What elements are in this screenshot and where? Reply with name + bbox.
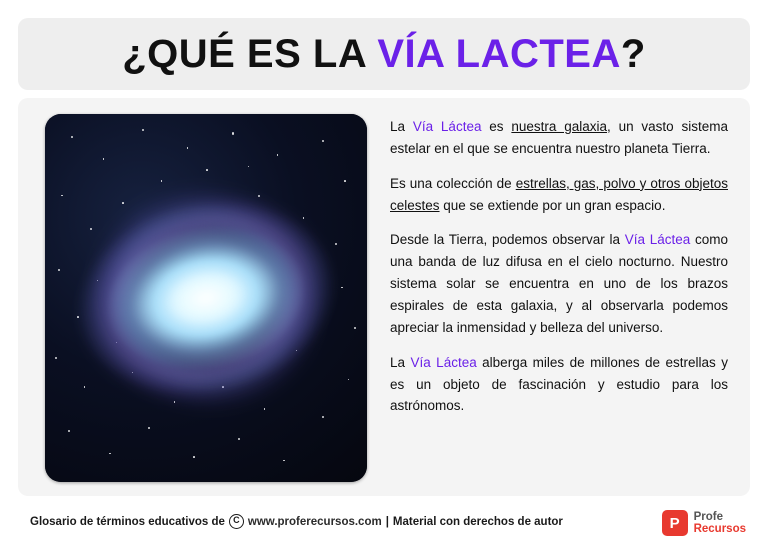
text-run: que se extiende por un gran espacio. — [439, 197, 666, 213]
content-frame — [18, 98, 750, 496]
text-run: Desde la Tierra, podemos observar la — [390, 232, 625, 248]
title-prefix: ¿QUÉ ES LA — [122, 31, 378, 76]
text-run: La — [390, 354, 411, 370]
footer-lead: Glosario de términos educativos de — [30, 515, 225, 528]
text-run: La — [390, 119, 413, 134]
milky-way-galaxy-illustration — [45, 114, 367, 482]
footer-credit — [30, 514, 563, 529]
footer-rights: Material con derechos de autor — [392, 515, 563, 528]
highlighted-term: Vía Láctea — [410, 354, 477, 370]
underlined-term: nuestra galaxia — [511, 119, 608, 134]
logo-line-2: Recursos — [693, 523, 746, 535]
article-paragraph — [390, 173, 728, 217]
text-run: como una banda de luz difusa en el cielo nocturno. Nuestro sistema solar se encuentra en uno de los brazos espirales de esta galaxia, y al observarla podemos apreciar la inmensidad y belleza del universo. — [390, 232, 729, 335]
text-run: Es una colección de — [390, 175, 516, 191]
logo-line-1: Profe — [693, 510, 723, 523]
copyright-icon: C — [229, 514, 244, 529]
article-paragraph — [390, 352, 728, 418]
text-run: , un vasto sistema estelar en el que se encuentra nuestro planeta Tierra. — [390, 119, 729, 156]
logo-wordmark — [694, 511, 746, 535]
article-text — [390, 116, 728, 482]
highlighted-term: Vía Láctea — [624, 232, 691, 248]
footer-separator: | — [385, 515, 389, 528]
article-paragraph — [390, 229, 728, 338]
proferecursos-logo[interactable] — [662, 510, 746, 536]
text-run: es — [481, 119, 512, 134]
highlighted-term: Vía Láctea — [412, 119, 482, 134]
underlined-term: estrellas, gas, polvo y otros objetos celestes — [390, 175, 728, 213]
title-accent: VÍA LACTEA — [377, 31, 621, 76]
article-paragraph — [390, 116, 728, 160]
logo-mark-icon: P — [662, 510, 688, 536]
text-run: alberga miles de millones de estrellas y es un objeto de fascinación y estudio para los astrónomos. — [390, 354, 728, 414]
page-title — [122, 32, 646, 77]
footer — [0, 504, 768, 543]
page-title-bar — [18, 18, 750, 90]
title-suffix: ? — [620, 31, 646, 76]
footer-site-link[interactable]: www.proferecursos.com — [247, 515, 382, 528]
